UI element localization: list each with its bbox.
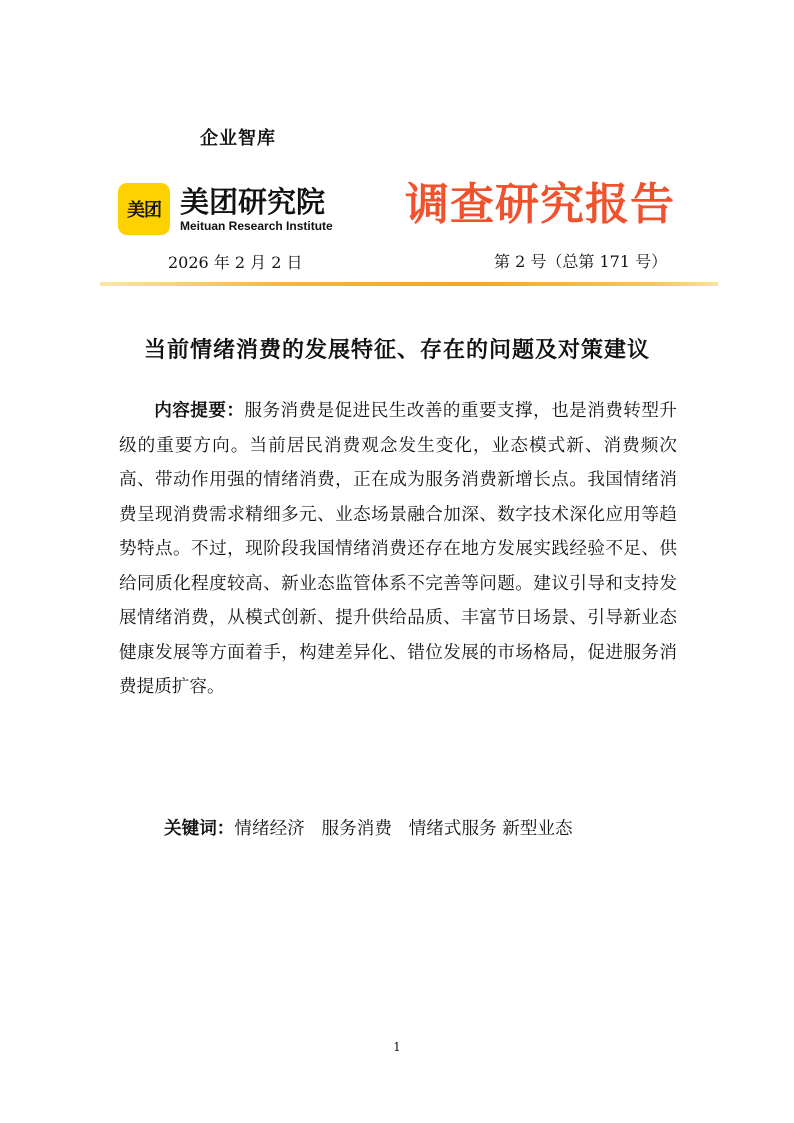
report-type-title: 调查研究报告 bbox=[405, 179, 675, 230]
think-tank-label: 企业智库 bbox=[200, 128, 276, 149]
page-number: 1 bbox=[393, 1040, 401, 1054]
abstract-text: 服务消费是促进民生改善的重要支撑，也是消费转型升级的重要方向。当前居民消费观念发生变化，业态模式新、消费频次高、带动作用强的情绪消费，正在成为服务消费新增长点。我国情绪消费呈现消费需求精细多元、业态场景融合加深、数字技术深化应用等趋势特点。不过，现阶段我国情绪消费还存在地方发展实践经验不足、供给同质化程度较高、新业态监管体系不完善等问题。建议引导和支持发展情绪消费，从模式创新、提升供给品质、丰富节日场景、引导新业态健康发展等方面着手，构建差异化、错位发展的市场格局，促进服务消费提质扩容。 bbox=[119, 401, 677, 697]
keywords-line bbox=[164, 812, 573, 847]
abstract-paragraph bbox=[119, 394, 677, 705]
logo-name-cn: 美团研究院 bbox=[180, 184, 326, 219]
article-title: 当前情绪消费的发展特征、存在的问题及对策建议 bbox=[143, 337, 650, 363]
publication-date: 2026 年 2 月 2 日 bbox=[168, 253, 303, 272]
logo-name-en: Meituan Research Institute bbox=[180, 218, 333, 233]
meituan-logo bbox=[118, 183, 333, 235]
logo-badge: 美团 bbox=[118, 183, 170, 235]
logo-text bbox=[180, 186, 333, 233]
header-divider bbox=[100, 282, 718, 286]
keywords-label: 关键词： bbox=[164, 819, 235, 839]
abstract-label: 内容提要： bbox=[154, 401, 245, 421]
issue-number: 第 2 号（总第 171 号） bbox=[494, 252, 668, 271]
keywords-text: 情绪经济 服务消费 情绪式服务 新型业态 bbox=[234, 819, 573, 839]
